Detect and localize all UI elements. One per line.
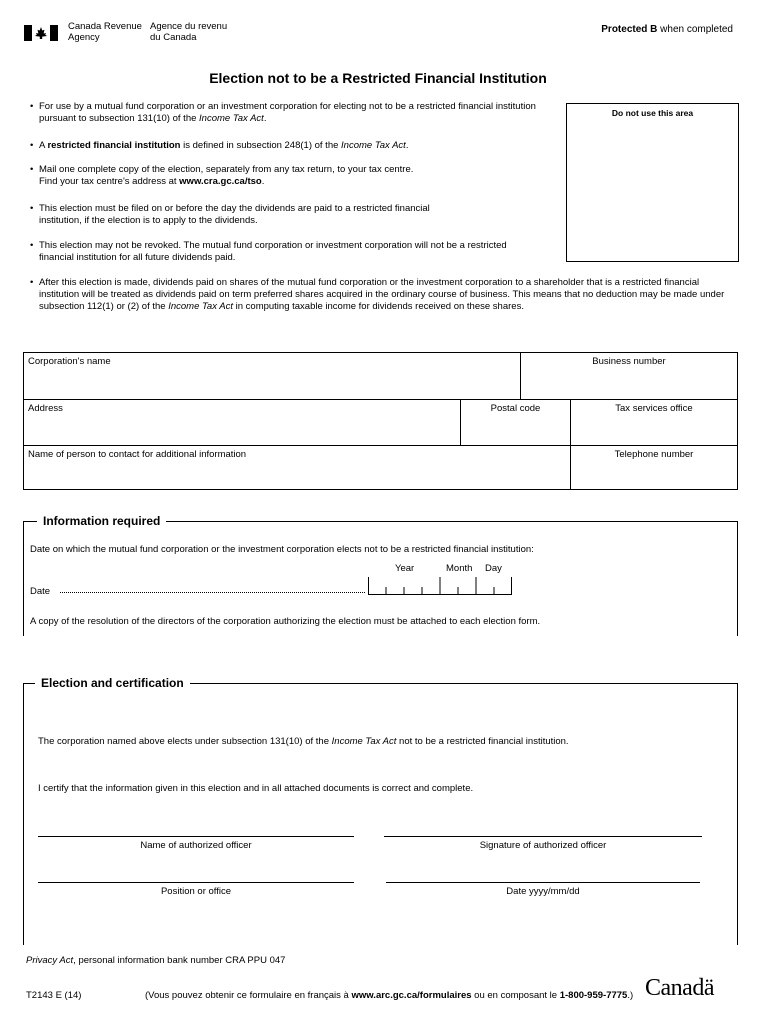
french-availability-note: (Vous pouvez obtenir ce formulaire en français à www.arc.gc.ca/formulaires ou en composant le 1-800-959-7775.) [145,990,634,1001]
canada-flag-icon [24,25,58,41]
business-number-label: Business number [592,356,666,367]
bullet-item: • For use by a mutual fund corporation or an investment corporation for electing not to be a restricted financial institution pursuant to subsection 131(10) of the Income Tax Act. [30,101,536,124]
position-label: Position or office [160,886,232,897]
election-certification-title: Election and certification [35,676,190,690]
month-label: Month [446,563,473,574]
bullet-item: • After this election is made, dividends paid on shares of the mutual fund corporation or the investment corporation to a shareholder that is a restricted financial institution will be treated as dividends paid on term preferred shares acquired in the ordinary course of business. This means that no deduction may be made under subsection 112(1) or (2) of the Income Tax Act in computing taxable income for dividends received on these shares. [30,277,725,312]
certification-statement: I certify that the information given in this election and in all attached documents is correct and complete. [38,783,474,794]
telephone-number-field[interactable] [570,445,738,490]
year-label: Year [395,563,415,574]
privacy-act-note: Privacy Act, personal information bank number CRA PPU 047 [26,955,286,966]
tax-services-office-label: Tax services office [615,403,693,414]
tax-services-office-field[interactable] [570,399,738,446]
position-input[interactable] [38,882,354,883]
protected-suffix: when completed [660,24,733,35]
page-title: Election not to be a Restricted Financial Institution [209,70,547,86]
contact-name-field[interactable] [23,445,571,490]
resolution-note: A copy of the resolution of the directors of the corporation authorizing the election must be attached to each election form. [30,616,541,627]
bullet-item: • This election must be filed on or before the day the dividends are paid to a restricted financial institution, if the election is to apply to the dividends. [30,203,430,226]
agency-name-french: Agence du revenu du Canada [150,21,228,43]
bullet-item: • This election may not be revoked. The mutual fund corporation or investment corporation will not be a restricted financial institution for all future dividends paid. [30,240,507,263]
french-forms-link[interactable]: www.arc.gc.ca/formulaires [351,990,472,1001]
date-question: Date on which the mutual fund corporation or the investment corporation elects not to be a restricted financial institution: [30,544,534,555]
bullet-item: • Mail one complete copy of the election, separately from any tax return, to your tax centre. Find your tax centre's address at www.cra.gc.ca/tso. [30,164,414,187]
bullet-item: • A restricted financial institution is defined in subsection 248(1) of the Income Tax Act. [30,140,409,151]
form-identifier: T2143 E (14) [26,990,82,1001]
canada-wordmark-logo: Canadä [645,975,714,1001]
protected-label: Protected B [601,24,658,35]
information-required-title: Information required [37,514,166,528]
corporation-name-label: Corporation's name [28,356,111,367]
officer-name-input[interactable] [38,836,354,837]
day-label: Day [485,563,502,574]
date-signed-input[interactable] [386,882,700,883]
election-certification-section [23,683,738,945]
officer-signature-input[interactable] [384,836,702,837]
contact-name-label: Name of person to contact for additional information [28,449,247,460]
telephone-number-label: Telephone number [614,449,694,460]
date-leader-dots [60,592,365,593]
date-format-label: Date yyyy/mm/dd [506,886,580,897]
election-date-input[interactable] [368,577,512,595]
officer-name-label: Name of authorized officer [140,840,252,851]
business-number-field[interactable] [520,352,738,400]
address-label: Address [28,403,63,414]
agency-name-english: Canada Revenue Agency [68,21,142,43]
address-field[interactable] [23,399,461,446]
date-label: Date [30,586,51,597]
postal-code-field[interactable] [460,399,571,446]
protected-notice [601,24,733,35]
reserved-area-label: Do not use this area [611,108,694,118]
election-statement: The corporation named above elects under subsection 131(10) of the Income Tax Act not to be a restricted financial institution. [38,736,569,747]
tax-centre-link[interactable]: www.cra.gc.ca/tso [179,176,262,187]
corporation-name-field[interactable] [23,352,521,400]
reserved-area-box [566,103,739,262]
officer-signature-label: Signature of authorized officer [479,840,607,851]
postal-code-label: Postal code [490,403,541,414]
